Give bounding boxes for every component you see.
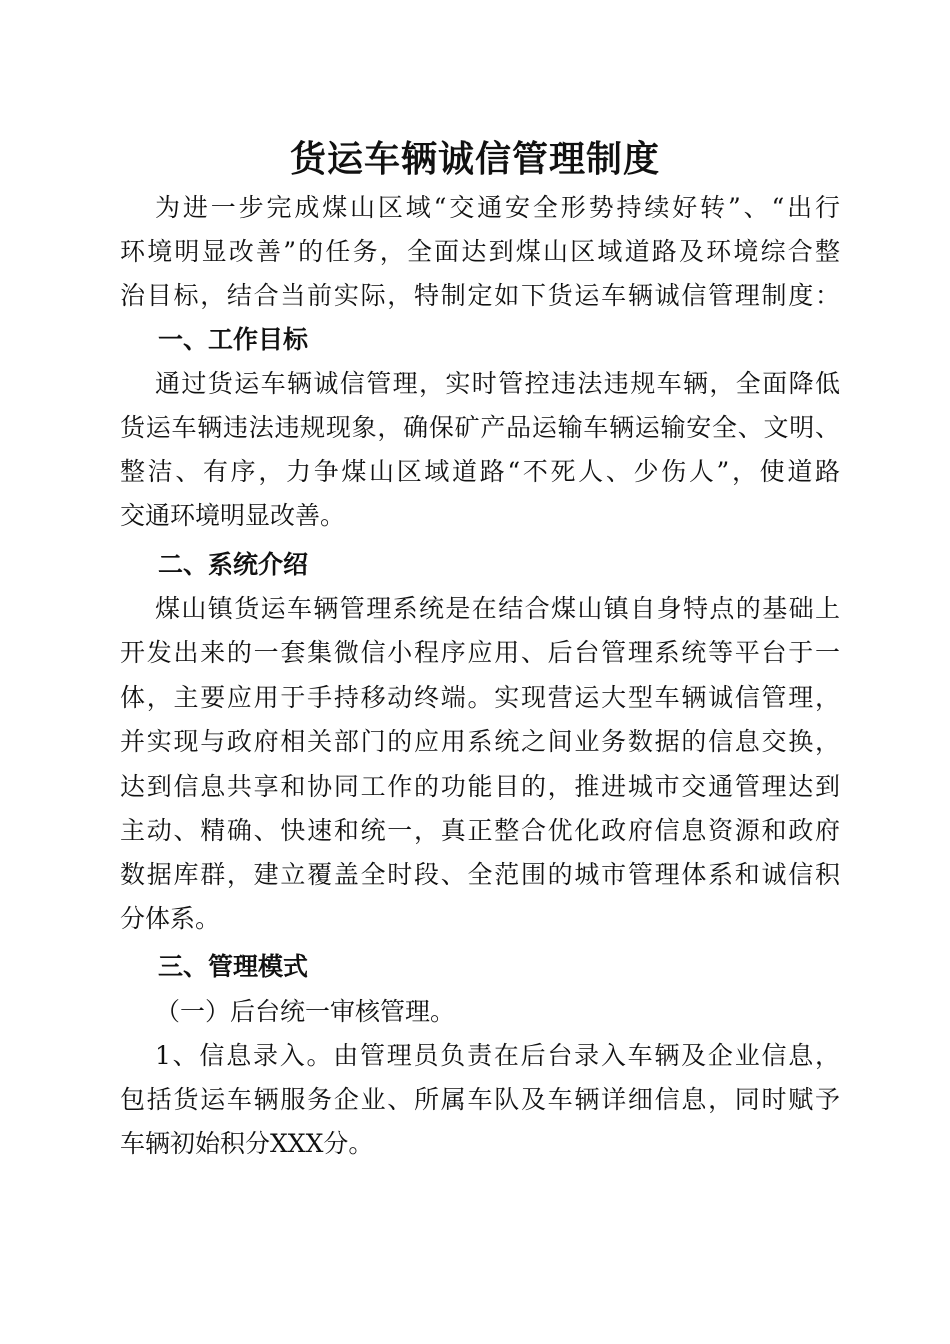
section1-line-1: 通过货运车辆诚信管理，实时管控违法违规车辆，全面降低: [155, 369, 840, 398]
section2-line-2: 开发出来的一套集微信小程序应用、后台管理系统等平台于一: [120, 638, 840, 667]
section2-line-6: 主动、精确、快速和统一，真正整合优化政府信息资源和政府: [120, 816, 840, 845]
section2-line-3: 体，主要应用于手持移动终端。实现营运大型车辆诚信管理，: [120, 683, 840, 712]
section1-line-3: 整洁、有序，力争煤山区域道路“不死人、少伤人”，使道路: [120, 457, 840, 486]
section3-line-2: 包括货运车辆服务企业、所属车队及车辆详细信息，同时赋予: [120, 1085, 840, 1114]
section2-line-5: 达到信息共享和协同工作的功能目的，推进城市交通管理达到: [120, 772, 840, 801]
intro-line-1: 为进一步完成煤山区域“交通安全形势持续好转”、“出行: [155, 193, 840, 222]
section-heading-3: 三、管理模式: [158, 952, 309, 981]
section3-subheading: （一）后台统一审核管理。: [155, 997, 456, 1026]
section3-line-3: 车辆初始积分XXX分。: [120, 1129, 374, 1158]
document-title: 货运车辆诚信管理制度: [289, 138, 660, 180]
section2-line-1: 煤山镇货运车辆管理系统是在结合煤山镇自身特点的基础上: [155, 594, 840, 623]
section2-line-8: 分体系。: [120, 904, 221, 933]
section3-line-1: 1、信息录入。由管理员负责在后台录入车辆及企业信息，: [155, 1041, 840, 1070]
section-heading-2: 二、系统介绍: [158, 550, 309, 579]
section1-line-4: 交通环境明显改善。: [120, 501, 346, 530]
section-heading-1: 一、工作目标: [158, 325, 309, 354]
section2-line-4: 并实现与政府相关部门的应用系统之间业务数据的信息交换，: [120, 727, 840, 756]
section1-line-2: 货运车辆违法违规现象，确保矿产品运输车辆运输安全、文明、: [120, 413, 840, 442]
section2-line-7: 数据库群，建立覆盖全时段、全范围的城市管理体系和诚信积: [120, 860, 840, 889]
intro-line-2: 环境明显改善”的任务，全面达到煤山区域道路及环境综合整: [120, 237, 840, 266]
intro-line-3: 治目标，结合当前实际，特制定如下货运车辆诚信管理制度：: [120, 281, 840, 310]
